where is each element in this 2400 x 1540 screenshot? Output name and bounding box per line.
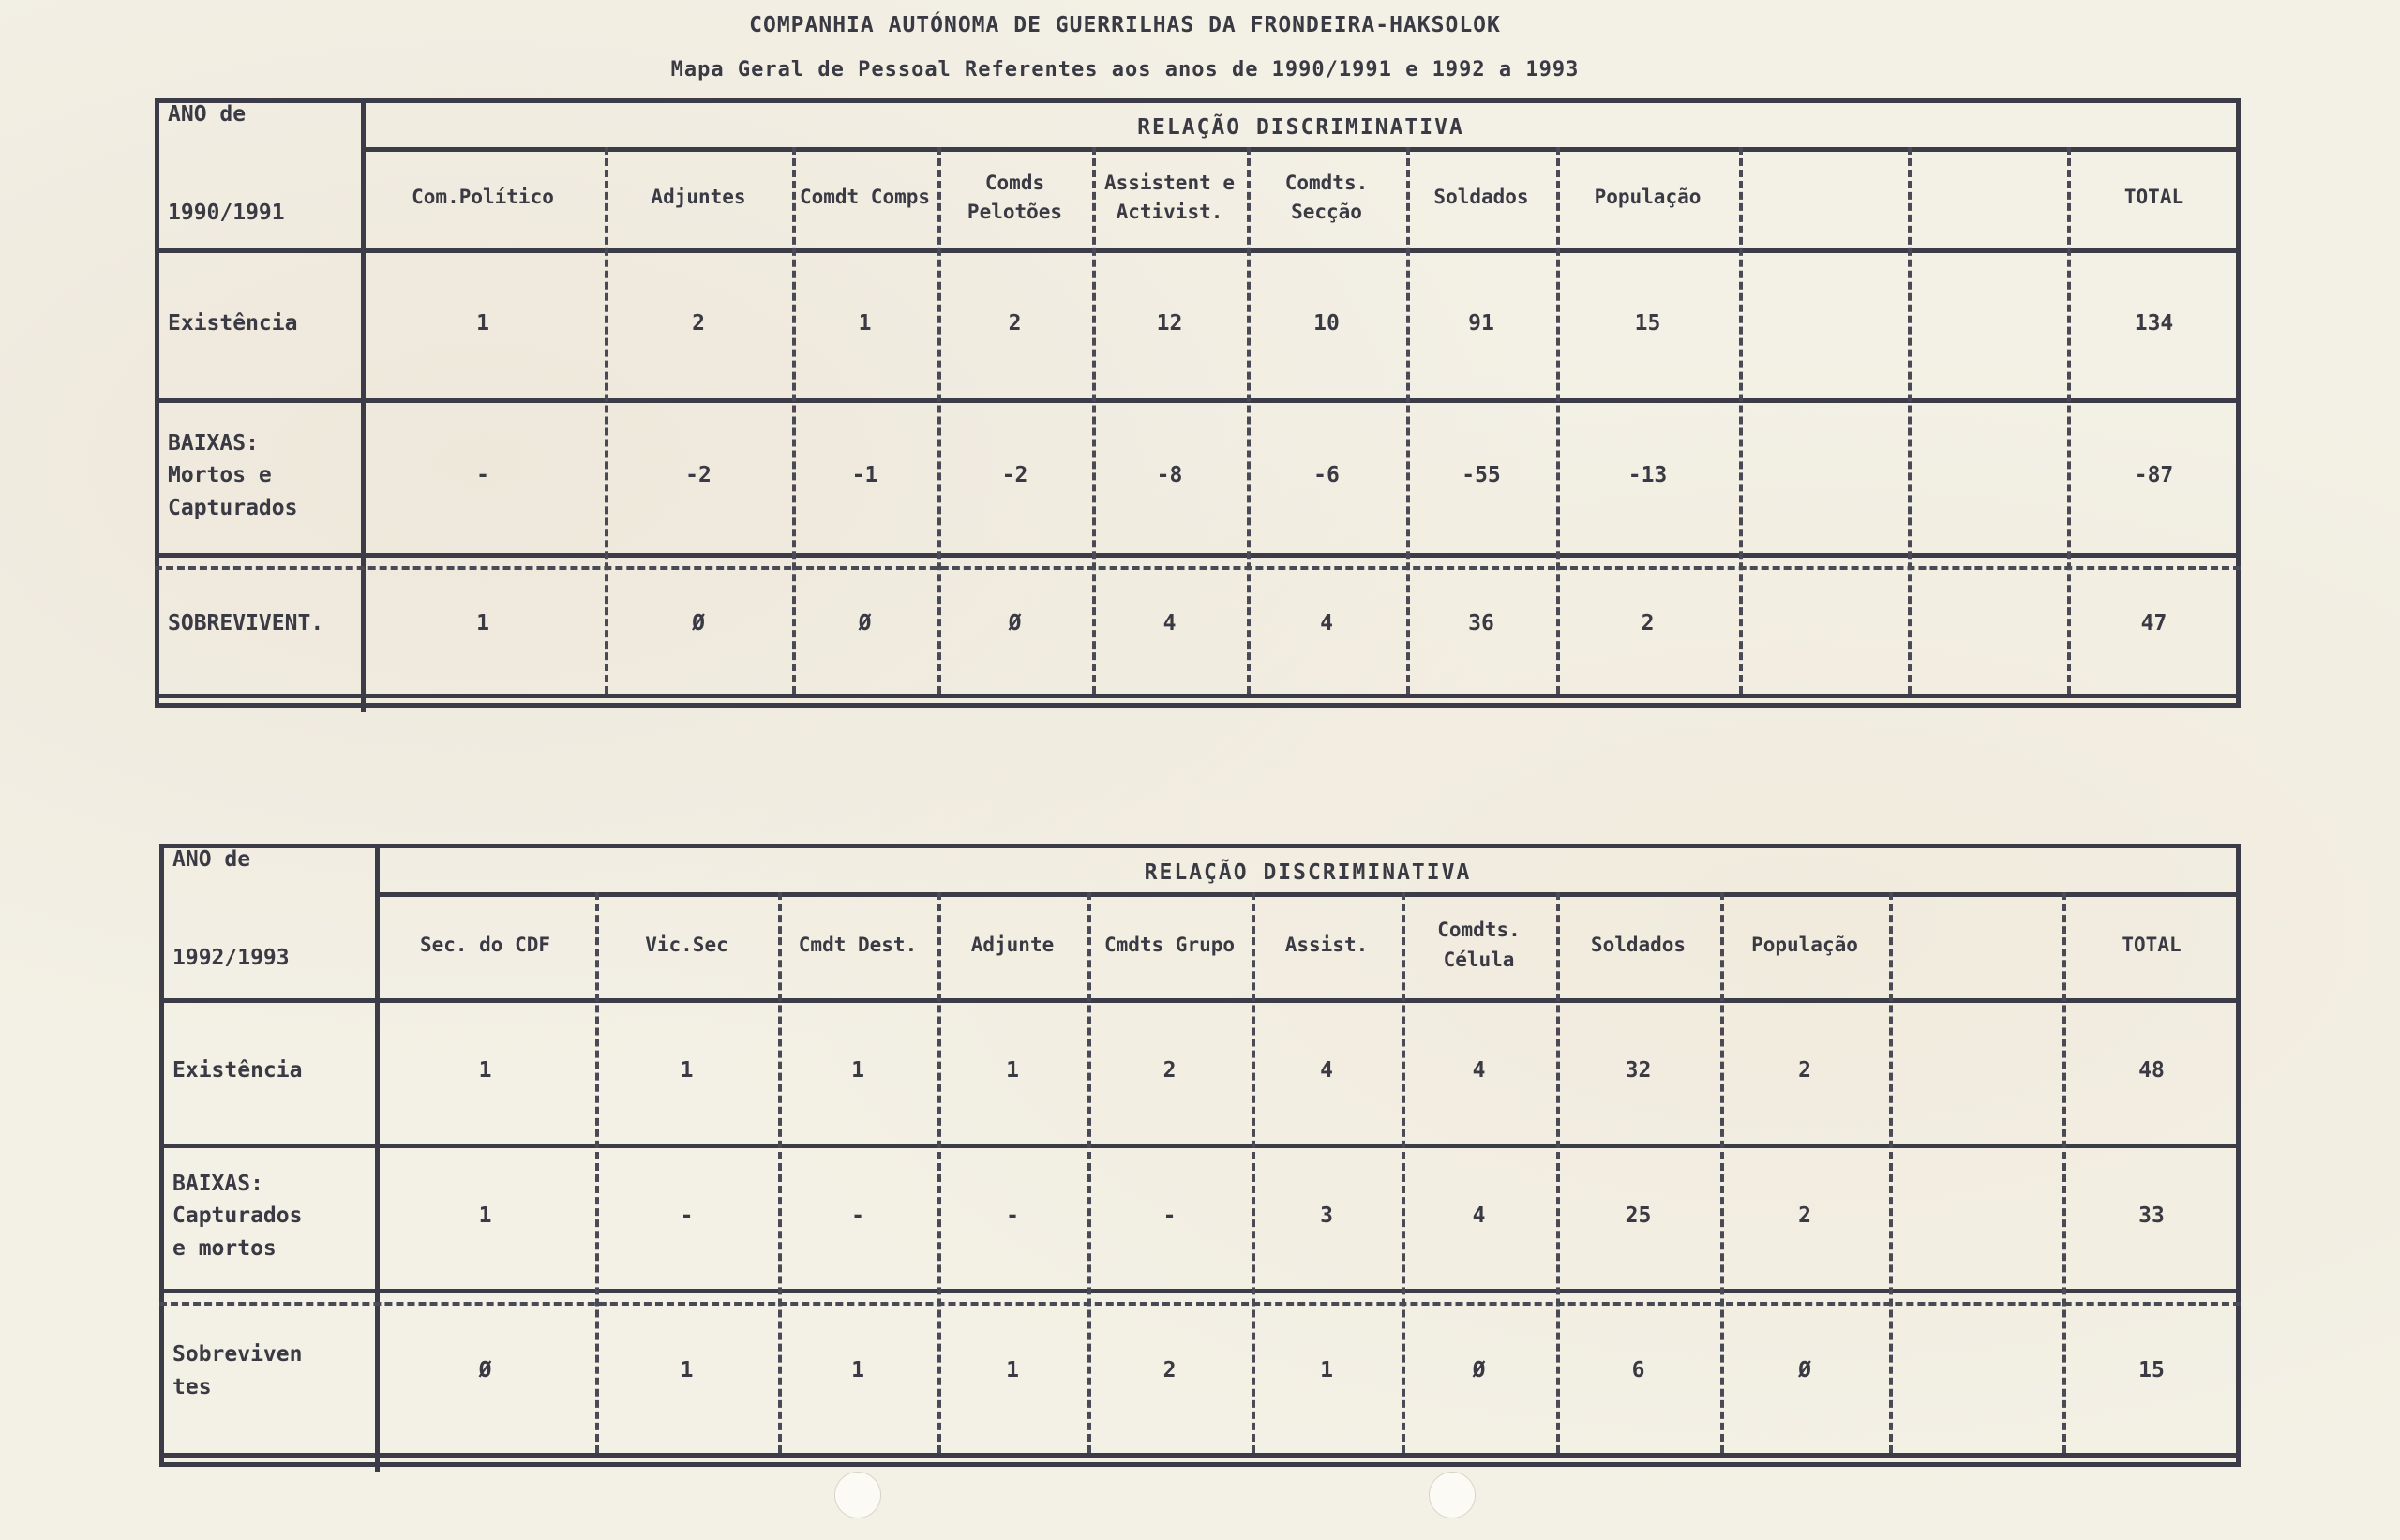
table-cell: 1 (851, 1058, 864, 1084)
table-cell: 2 (1798, 1204, 1811, 1229)
punch-hole (834, 1472, 881, 1518)
table-cell: 6 (1631, 1358, 1645, 1383)
table-cell (1739, 398, 1908, 553)
table-cell: 25 (1625, 1204, 1652, 1229)
column-header: Assistent e Activist. (1103, 171, 1236, 223)
table-cell: 1 (680, 1358, 694, 1383)
column-header: Cmdt Dest. (798, 933, 918, 956)
row-label-line: Capturados (168, 495, 298, 520)
table-cell: -2 (685, 463, 712, 488)
column-header (1908, 147, 2067, 248)
punch-hole (1429, 1472, 1476, 1518)
row-label-line: SOBREVIVENT. (168, 610, 324, 635)
row-label-line: tes (172, 1374, 212, 1399)
table-cell: 91 (1468, 310, 1494, 336)
column-header: Assist. (1284, 933, 1369, 956)
document-title: COMPANHIA AUTÓNOMA DE GUERRILHAS DA FRONDEIRA-HAKSOLOK (749, 13, 1501, 37)
table-cell: -8 (1156, 463, 1183, 488)
column-header: Com.Político (412, 186, 554, 209)
table-cell: 4 (1472, 1204, 1486, 1229)
column-header: População (1594, 186, 1702, 209)
group-header: RELAÇÃO DISCRIMINATIVA (1144, 860, 1472, 885)
row-label-line: Mortos e (168, 463, 272, 488)
personnel-table-1990-1991 (155, 98, 2241, 708)
table-cell (1889, 998, 2062, 1144)
column-header: Comdt Comps (799, 186, 931, 209)
table-cell: -6 (1313, 463, 1340, 488)
year-label (155, 98, 361, 248)
column-header: Adjunte (970, 933, 1055, 956)
table-cell: 15 (2138, 1358, 2165, 1383)
column-header: Soldados (1433, 186, 1529, 209)
table-cell: 10 (1313, 310, 1340, 336)
table-cell: Ø (1798, 1358, 1811, 1383)
table-cell: 1 (478, 1058, 492, 1084)
table-cell (1889, 1144, 2062, 1289)
table-cell: 1 (858, 310, 872, 336)
column-header: Soldados (1590, 933, 1687, 956)
table-cell: 2 (1798, 1058, 1811, 1084)
table-cell (1908, 248, 2067, 398)
table-cell: 3 (1320, 1204, 1333, 1229)
row-label (159, 998, 375, 1144)
personnel-table-1992-1993 (159, 844, 2241, 1462)
table-cell: 1 (476, 310, 489, 336)
column-header: População (1751, 933, 1858, 956)
column-header: Comds Pelotões (967, 171, 1063, 223)
table-border (159, 1462, 2241, 1467)
table-cell: 12 (1156, 310, 1183, 336)
table-cell: - (851, 1204, 864, 1229)
row-label (159, 1289, 375, 1453)
table-border (159, 1453, 2241, 1458)
year-label-line: ANO de (172, 847, 251, 872)
table-cell: 1 (476, 610, 489, 635)
table-cell: -87 (2134, 463, 2174, 488)
table-border (159, 844, 2241, 848)
row-label-line: Capturados (172, 1204, 303, 1229)
table-cell: 47 (2140, 610, 2168, 635)
year-label-line: 1990/1991 (168, 201, 285, 225)
table-cell: 15 (1634, 310, 1661, 336)
row-label (155, 553, 361, 694)
table-cell: Ø (858, 610, 872, 635)
row-label (159, 1144, 375, 1289)
table-cell: -13 (1628, 463, 1668, 488)
year-label (159, 844, 375, 998)
table-cell: 32 (1625, 1058, 1652, 1084)
table-cell: 4 (1320, 610, 1333, 635)
table-cell: -2 (1001, 463, 1028, 488)
table-cell: -55 (1462, 463, 1501, 488)
table-cell (1908, 398, 2067, 553)
column-header: TOTAL (2123, 186, 2184, 209)
group-header: RELAÇÃO DISCRIMINATIVA (1137, 115, 1464, 140)
table-cell: 1 (1006, 1358, 1019, 1383)
table-cell: 48 (2138, 1058, 2165, 1084)
row-label (155, 248, 361, 398)
table-cell: 2 (1008, 310, 1022, 336)
year-label-line: ANO de (168, 102, 247, 127)
table-cell (1889, 1289, 2062, 1453)
table-border (155, 694, 2241, 698)
table-cell: Ø (1008, 610, 1022, 635)
table-cell: 2 (692, 310, 705, 336)
column-header: Cmdts Grupo (1103, 933, 1236, 956)
table-cell: 36 (1468, 610, 1494, 635)
table-border (155, 98, 2241, 103)
table-cell: 4 (1472, 1058, 1486, 1084)
row-label-line: e mortos (172, 1235, 277, 1261)
table-cell: - (476, 463, 489, 488)
table-cell (1908, 553, 2067, 694)
row-label-line: Sobreviven (172, 1342, 303, 1367)
row-label-line: BAIXAS: (168, 430, 259, 456)
row-label-line: BAIXAS: (172, 1171, 263, 1196)
table-cell: - (1162, 1204, 1177, 1229)
table-cell: 1 (1320, 1358, 1333, 1383)
column-header: Vic.Sec (645, 933, 728, 956)
column-header: Comdts. Secção (1284, 171, 1369, 223)
table-cell: 1 (851, 1358, 864, 1383)
column-header (1889, 892, 2062, 998)
table-cell: 1 (478, 1204, 492, 1229)
row-label-line: Existência (172, 1058, 303, 1084)
table-cell: 1 (680, 1058, 694, 1084)
table-cell: 2 (1641, 610, 1655, 635)
table-cell: 33 (2138, 1204, 2165, 1229)
table-cell: - (680, 1204, 694, 1229)
table-border (155, 703, 2241, 708)
table-cell: 1 (1006, 1058, 1019, 1084)
table-cell: - (1006, 1204, 1019, 1229)
table-cell: Ø (478, 1358, 492, 1383)
column-header: Adjuntes (651, 186, 746, 209)
table-cell (1739, 248, 1908, 398)
column-header: Sec. do CDF (419, 933, 551, 956)
table-cell: 4 (1162, 610, 1177, 635)
table-cell (1739, 553, 1908, 694)
column-header: TOTAL (2122, 933, 2182, 956)
year-label-line: 1992/1993 (172, 946, 290, 970)
table-cell: 2 (1162, 1058, 1177, 1084)
table-cell: 134 (2134, 310, 2174, 336)
document-subtitle: Mapa Geral de Pessoal Referentes aos anos de 1990/1991 e 1992 a 1993 (670, 58, 1580, 82)
table-cell: 4 (1320, 1058, 1333, 1084)
column-header: Comdts. Célula (1437, 919, 1521, 971)
column-header (1739, 147, 1908, 248)
table-cell: Ø (692, 610, 705, 635)
row-label-line: Existência (168, 310, 298, 336)
table-cell: -1 (851, 463, 878, 488)
table-cell: Ø (1472, 1358, 1486, 1383)
table-cell: 2 (1162, 1358, 1177, 1383)
row-label (155, 398, 361, 553)
